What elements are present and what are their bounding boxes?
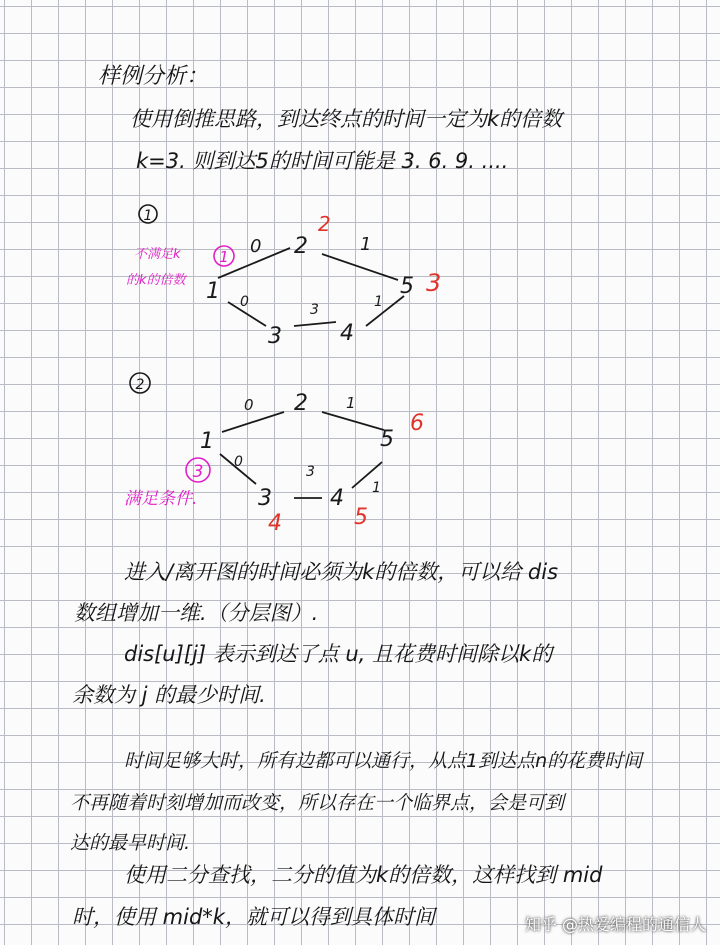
d2-node-5: 5: [380, 427, 394, 452]
d2-weight-1-2: 0: [244, 396, 254, 414]
d1-node-2: 2: [294, 234, 308, 259]
d2-time-node-3: 4: [268, 511, 282, 536]
d1-time-node-2: 2: [318, 212, 331, 236]
d1-weight-1-3: 0: [240, 294, 249, 310]
d2-node-4: 4: [330, 486, 344, 511]
notes-title: 样例分析：: [98, 64, 209, 89]
notes-line-2: k=3. 则到达5的时间可能是 3. 6. 9. ....: [136, 149, 509, 173]
d2-node-2: 2: [294, 391, 308, 416]
d1-edge-2-5: [322, 254, 398, 280]
d1-weight-2-5: 1: [360, 234, 372, 255]
d2-weight-1-3: 0: [234, 454, 243, 470]
diagram1-marker: 1: [143, 208, 153, 224]
d1-node-4: 4: [340, 321, 354, 346]
d2-annotation-text: 满足条件.: [124, 489, 198, 509]
para2-line-2: 余数为 j 的最少时间.: [72, 683, 266, 707]
d1-annotation-number: 1: [219, 248, 229, 266]
d1-edge-4-5: [366, 296, 404, 326]
d1-node-1: 1: [206, 279, 220, 304]
para3-line-3: 达的最早时间.: [70, 832, 191, 854]
para4-line-2: 时，使用 mid*k，就可以得到具体时间: [72, 905, 435, 929]
diagram-2: [124, 373, 424, 536]
para1-line-2: 数组增加一维.（分层图）.: [74, 601, 319, 625]
d2-edge-1-2: [222, 412, 284, 432]
d1-annotation-line-2: 的k的倍数: [126, 273, 186, 288]
d1-weight-1-2: 0: [250, 236, 262, 257]
d2-time-node-5: 6: [410, 411, 424, 436]
para3-line-2: 不再随着时刻增加而改变，所以存在一个临界点，会是可到: [70, 792, 565, 814]
d1-annotation-line-1: 不满足k: [134, 247, 181, 262]
d1-node-5: 5: [400, 274, 414, 299]
para3-line-1: 时间足够大时，所有边都可以通行，从点1到达点n的花费时间: [124, 750, 643, 772]
d2-node-3: 3: [258, 486, 272, 511]
diagram-1: [126, 205, 441, 349]
d1-edge-3-4: [294, 322, 336, 326]
para1-line-1: 进入/离开图的时间必须为k的倍数，可以给 dis: [124, 560, 559, 584]
d1-weight-4-5: 1: [374, 294, 383, 310]
d1-node-3: 3: [268, 324, 282, 349]
d2-weight-3-4: 3: [306, 464, 315, 480]
diagram2-marker: 2: [135, 377, 145, 393]
d2-node-1: 1: [200, 429, 214, 454]
notes-line-1: 使用倒推思路，到达终点的时间一定为k的倍数: [130, 107, 563, 131]
d2-annotation-number: 3: [192, 462, 204, 482]
d1-weight-3-4: 3: [310, 302, 319, 318]
para4-line-1: 使用二分查找，二分的值为k的倍数，这样找到 mid: [124, 863, 603, 887]
d2-time-node-4: 5: [354, 505, 368, 530]
para2-line-1: dis[u][j] 表示到达了点 u, 且花费时间除以k的: [124, 642, 553, 666]
d1-time-node-5: 3: [426, 269, 442, 297]
d2-weight-2-5: 1: [346, 394, 356, 412]
d2-edge-2-5: [322, 412, 384, 430]
watermark: 知乎 @热爱编程的通信人: [524, 915, 706, 934]
d2-weight-4-5: 1: [372, 480, 381, 496]
